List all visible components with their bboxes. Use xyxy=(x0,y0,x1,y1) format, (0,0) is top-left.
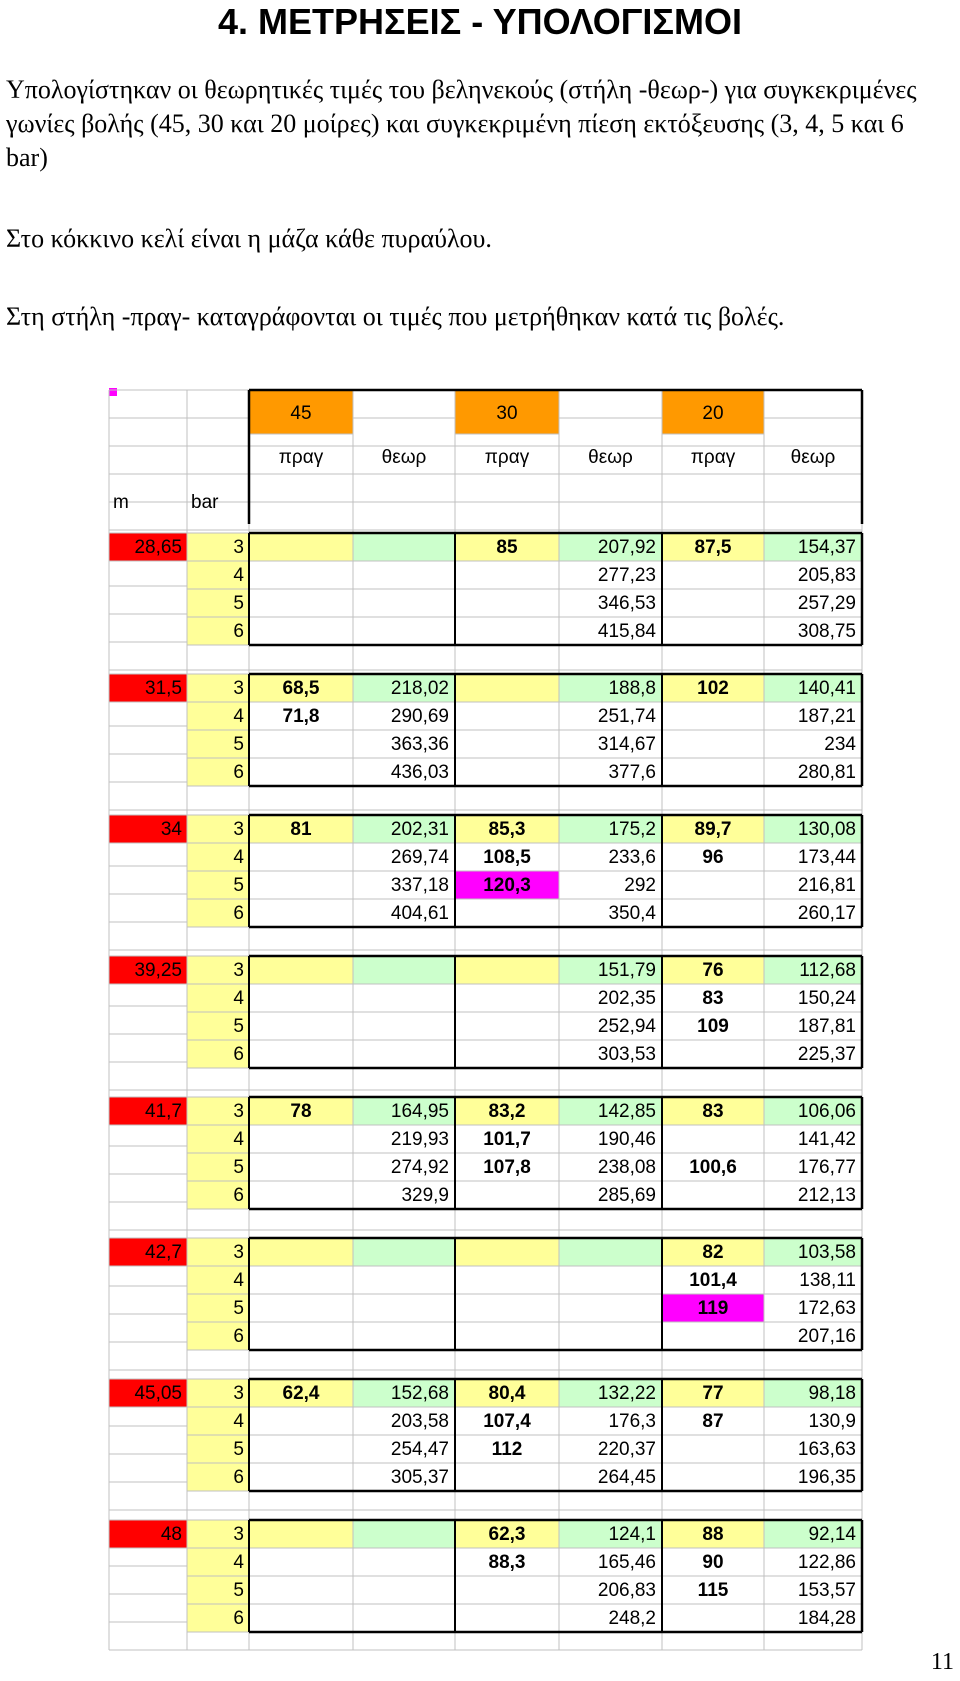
data-cell xyxy=(455,730,559,758)
bar-value: 5 xyxy=(233,875,244,897)
bar-value: 6 xyxy=(233,1185,244,1207)
theoretical-value: 248,2 xyxy=(608,1608,656,1630)
mass-note-paragraph: Στο κόκκινο κελί είναι η μάζα κάθε πυραύλου. xyxy=(6,224,492,253)
mass-value: 48 xyxy=(160,1524,182,1546)
measured-note-paragraph: Στη στήλη -πραγ- καταγράφονται οι τιμές που μετρήθηκαν κατά τις βολές. xyxy=(6,302,785,331)
theoretical-value: 207,92 xyxy=(597,537,656,559)
bar-value: 6 xyxy=(233,1044,244,1066)
theoretical-value: 163,63 xyxy=(797,1439,856,1461)
data-cell xyxy=(662,1181,764,1209)
theoretical-value: 142,85 xyxy=(597,1101,656,1123)
data-cell xyxy=(249,1294,353,1322)
data-cell xyxy=(249,1407,353,1435)
data-cell xyxy=(353,1012,455,1040)
theoretical-value: 264,45 xyxy=(597,1467,656,1489)
bar-value: 6 xyxy=(233,1467,244,1489)
theoretical-value: 176,77 xyxy=(797,1157,856,1179)
measured-value: 81 xyxy=(290,819,312,841)
data-cell xyxy=(455,702,559,730)
data-cell xyxy=(455,1266,559,1294)
theoretical-value: 234 xyxy=(824,734,856,756)
measured-value: 83 xyxy=(702,988,724,1010)
measured-value: 62,4 xyxy=(282,1383,320,1405)
bar-value: 3 xyxy=(233,1524,244,1546)
data-cell xyxy=(559,1294,662,1322)
measured-value: 88 xyxy=(702,1524,724,1546)
measured-value: 82 xyxy=(702,1242,724,1264)
theoretical-value: 269,74 xyxy=(390,847,449,869)
theoretical-value: 190,46 xyxy=(597,1129,656,1151)
data-cell xyxy=(455,674,559,702)
page-heading: 4. ΜΕΤΡΗΣΕΙΣ - ΥΠΟΛΟΓΙΣΜΟΙ xyxy=(218,1,742,42)
column-subheader-label: θεωρ xyxy=(588,447,633,469)
theoretical-value: 202,31 xyxy=(390,819,449,841)
theoretical-value: 329,9 xyxy=(401,1185,449,1207)
theoretical-value: 188,8 xyxy=(608,678,656,700)
data-cell xyxy=(662,758,764,786)
data-cell xyxy=(559,1238,662,1266)
theoretical-value: 254,47 xyxy=(390,1439,449,1461)
data-cell xyxy=(353,1238,455,1266)
theoretical-value: 251,74 xyxy=(597,706,656,728)
data-cell xyxy=(455,561,559,589)
data-cell xyxy=(662,1463,764,1491)
data-cell xyxy=(249,1520,353,1548)
theoretical-value: 98,18 xyxy=(808,1383,856,1405)
measured-value: 85 xyxy=(496,537,518,559)
column-subheader-label: πραγ xyxy=(278,447,324,469)
data-cell xyxy=(249,1040,353,1068)
bar-value: 4 xyxy=(233,1552,244,1574)
data-cell xyxy=(249,561,353,589)
theoretical-value: 130,08 xyxy=(797,819,856,841)
bar-value: 4 xyxy=(233,706,244,728)
bar-value: 4 xyxy=(233,565,244,587)
mass-value: 34 xyxy=(160,819,182,841)
measured-value: 85,3 xyxy=(488,819,526,841)
theoretical-value: 205,83 xyxy=(797,565,856,587)
measured-value: 101,7 xyxy=(483,1129,531,1151)
data-cell xyxy=(249,1153,353,1181)
measured-value: 109 xyxy=(697,1016,729,1038)
column-subheader-label: θεωρ xyxy=(790,447,836,469)
theoretical-value: 377,6 xyxy=(608,762,656,784)
theoretical-value: 150,24 xyxy=(797,988,856,1010)
data-cell xyxy=(662,1125,764,1153)
column-subheader-label: πραγ xyxy=(690,447,736,469)
bar-value: 3 xyxy=(233,1242,244,1264)
data-cell xyxy=(662,617,764,645)
column-m-label: m xyxy=(113,492,129,514)
theoretical-value: 138,11 xyxy=(799,1270,856,1292)
theoretical-value: 140,41 xyxy=(797,678,856,700)
theoretical-value: 172,63 xyxy=(797,1298,856,1320)
measured-value: 68,5 xyxy=(282,678,320,700)
data-cell xyxy=(455,617,559,645)
measured-value: 120,3 xyxy=(483,875,531,897)
bar-value: 6 xyxy=(233,903,244,925)
column-subheader-label: πραγ xyxy=(484,447,530,469)
measured-value: 100,6 xyxy=(689,1157,737,1179)
bar-value: 3 xyxy=(233,537,244,559)
measured-value: 112 xyxy=(491,1439,523,1461)
measured-value: 77 xyxy=(702,1383,724,1405)
measured-value: 71,8 xyxy=(282,706,320,728)
theoretical-value: 308,75 xyxy=(797,621,856,643)
data-cell xyxy=(662,1604,764,1632)
data-cell xyxy=(353,589,455,617)
data-cell xyxy=(353,1294,455,1322)
data-cell xyxy=(455,1181,559,1209)
data-cell xyxy=(455,1604,559,1632)
bar-value: 3 xyxy=(233,678,244,700)
data-cell xyxy=(353,561,455,589)
data-cell xyxy=(455,1294,559,1322)
data-cell xyxy=(662,702,764,730)
theoretical-value: 280,81 xyxy=(797,762,856,784)
data-cell xyxy=(249,1548,353,1576)
theoretical-value: 165,46 xyxy=(597,1552,656,1574)
data-cell xyxy=(249,843,353,871)
data-cell xyxy=(455,1012,559,1040)
theoretical-value: 415,84 xyxy=(597,621,656,643)
measured-value: 89,7 xyxy=(694,819,732,841)
data-cell xyxy=(249,1576,353,1604)
theoretical-value: 225,37 xyxy=(797,1044,856,1066)
bar-value: 5 xyxy=(233,1439,244,1461)
data-cell xyxy=(353,533,455,561)
data-cell xyxy=(249,1322,353,1350)
theoretical-value: 202,35 xyxy=(597,988,656,1010)
data-cell xyxy=(249,956,353,984)
measured-value: 107,4 xyxy=(483,1411,531,1433)
theoretical-value: 233,6 xyxy=(608,847,656,869)
data-cell xyxy=(455,984,559,1012)
data-cell xyxy=(455,758,559,786)
theoretical-value: 106,06 xyxy=(797,1101,856,1123)
measured-value: 90 xyxy=(702,1552,724,1574)
data-cell xyxy=(353,1040,455,1068)
theoretical-value: 141,42 xyxy=(797,1129,856,1151)
measured-value: 76 xyxy=(702,960,724,982)
theoretical-value: 350,4 xyxy=(608,903,656,925)
measured-value: 108,5 xyxy=(483,847,531,869)
data-cell xyxy=(249,1238,353,1266)
intro-paragraph: Υπολογίστηκαν οι θεωρητικές τιμές του βεληνεκούς (στήλη -θεωρ-) για συγκεκριμένες γωνίες βολής (45, 30 και 20 μοίρες) και συγκεκριμένη πίεση εκτόξευσης (3, 4, 5 και 6 bar) xyxy=(6,75,917,172)
measured-value: 107,8 xyxy=(483,1157,531,1179)
bar-value: 5 xyxy=(233,593,244,615)
data-cell xyxy=(662,899,764,927)
theoretical-value: 218,02 xyxy=(390,678,449,700)
measured-value: 119 xyxy=(697,1298,729,1320)
bar-value: 4 xyxy=(233,1129,244,1151)
theoretical-value: 363,36 xyxy=(390,734,449,756)
theoretical-value: 124,1 xyxy=(608,1524,656,1546)
theoretical-value: 92,14 xyxy=(808,1524,856,1546)
data-cell xyxy=(249,1125,353,1153)
data-cell xyxy=(455,589,559,617)
bar-value: 4 xyxy=(233,1270,244,1292)
theoretical-value: 154,37 xyxy=(797,537,856,559)
measured-value: 78 xyxy=(290,1101,312,1123)
theoretical-value: 153,57 xyxy=(797,1580,856,1602)
data-cell xyxy=(249,1604,353,1632)
data-cell xyxy=(249,1012,353,1040)
bar-value: 6 xyxy=(233,1326,244,1348)
theoretical-value: 277,23 xyxy=(597,565,656,587)
theoretical-value: 112,68 xyxy=(799,960,856,982)
bar-value: 4 xyxy=(233,1411,244,1433)
bar-value: 3 xyxy=(233,1383,244,1405)
measured-value: 102 xyxy=(697,678,729,700)
data-cell xyxy=(455,1322,559,1350)
theoretical-value: 175,2 xyxy=(608,819,656,841)
theoretical-value: 290,69 xyxy=(390,706,449,728)
angle-header-label: 45 xyxy=(290,403,312,425)
data-cell xyxy=(249,589,353,617)
theoretical-value: 176,3 xyxy=(608,1411,656,1433)
theoretical-value: 257,29 xyxy=(797,593,856,615)
column-bar-label: bar xyxy=(191,492,219,514)
bar-value: 4 xyxy=(233,847,244,869)
measured-value: 88,3 xyxy=(488,1552,526,1574)
data-cell xyxy=(662,1040,764,1068)
theoretical-value: 337,18 xyxy=(390,875,449,897)
theoretical-value: 203,58 xyxy=(390,1411,449,1433)
bar-value: 5 xyxy=(233,1580,244,1602)
measured-value: 115 xyxy=(697,1580,729,1602)
data-cell xyxy=(662,1322,764,1350)
spreadsheet-grid xyxy=(109,390,862,1650)
theoretical-value: 132,22 xyxy=(597,1383,656,1405)
data-cell xyxy=(249,617,353,645)
data-cell xyxy=(559,1322,662,1350)
data-cell xyxy=(455,1040,559,1068)
data-cell xyxy=(353,984,455,1012)
angle-header-label: 20 xyxy=(702,403,724,425)
column-subheader-label: θεωρ xyxy=(381,447,427,469)
theoretical-value: 207,16 xyxy=(797,1326,856,1348)
theoretical-value: 219,93 xyxy=(390,1129,449,1151)
data-cell xyxy=(249,1181,353,1209)
theoretical-value: 122,86 xyxy=(797,1552,856,1574)
theoretical-value: 292 xyxy=(624,875,656,897)
data-cell xyxy=(662,730,764,758)
measured-value: 62,3 xyxy=(488,1524,526,1546)
theoretical-value: 260,17 xyxy=(797,903,856,925)
theoretical-value: 436,03 xyxy=(390,762,449,784)
theoretical-value: 164,95 xyxy=(390,1101,449,1123)
data-cell xyxy=(455,1238,559,1266)
theoretical-value: 173,44 xyxy=(797,847,856,869)
spreadsheet-table xyxy=(109,390,862,1650)
data-cell xyxy=(662,871,764,899)
measured-value: 87,5 xyxy=(694,537,732,559)
data-cell xyxy=(249,1435,353,1463)
data-cell xyxy=(353,1322,455,1350)
angle-header-label: 30 xyxy=(496,403,518,425)
bar-value: 6 xyxy=(233,1608,244,1630)
data-cell xyxy=(455,899,559,927)
theoretical-value: 216,81 xyxy=(797,875,856,897)
theoretical-value: 404,61 xyxy=(390,903,449,925)
mass-value: 39,25 xyxy=(134,960,182,982)
data-cell xyxy=(353,1548,455,1576)
measured-value: 83 xyxy=(702,1101,724,1123)
data-cell xyxy=(353,617,455,645)
measured-value: 101,4 xyxy=(689,1270,737,1292)
mass-value: 41,7 xyxy=(145,1101,182,1123)
data-cell xyxy=(353,1604,455,1632)
data-cell xyxy=(249,758,353,786)
data-cell xyxy=(249,871,353,899)
bar-value: 3 xyxy=(233,960,244,982)
bar-value: 5 xyxy=(233,1298,244,1320)
data-cell xyxy=(353,1520,455,1548)
theoretical-value: 274,92 xyxy=(390,1157,449,1179)
theoretical-value: 151,79 xyxy=(597,960,656,982)
data-cell xyxy=(249,984,353,1012)
data-cell xyxy=(662,561,764,589)
theoretical-value: 130,9 xyxy=(808,1411,856,1433)
page-number: 11 xyxy=(930,1649,954,1675)
theoretical-value: 252,94 xyxy=(597,1016,656,1038)
measured-value: 87 xyxy=(702,1411,724,1433)
mass-value: 31,5 xyxy=(145,678,182,700)
mass-value: 45,05 xyxy=(134,1383,182,1405)
bar-value: 3 xyxy=(233,819,244,841)
data-cell xyxy=(559,1266,662,1294)
bar-value: 6 xyxy=(233,621,244,643)
bar-value: 5 xyxy=(233,734,244,756)
data-cell xyxy=(353,1266,455,1294)
theoretical-value: 238,08 xyxy=(597,1157,656,1179)
theoretical-value: 196,35 xyxy=(797,1467,856,1489)
mass-value: 42,7 xyxy=(145,1242,182,1264)
bar-value: 6 xyxy=(233,762,244,784)
theoretical-value: 206,83 xyxy=(597,1580,656,1602)
theoretical-value: 152,68 xyxy=(390,1383,449,1405)
data-cell xyxy=(249,1266,353,1294)
theoretical-value: 314,67 xyxy=(597,734,656,756)
bar-value: 5 xyxy=(233,1016,244,1038)
data-cell xyxy=(249,533,353,561)
measured-value: 83,2 xyxy=(488,1101,526,1123)
data-cell xyxy=(662,1435,764,1463)
data-cell xyxy=(249,899,353,927)
theoretical-value: 103,58 xyxy=(797,1242,856,1264)
theoretical-value: 285,69 xyxy=(597,1185,656,1207)
data-cell xyxy=(353,1576,455,1604)
measured-value: 80,4 xyxy=(488,1383,526,1405)
theoretical-value: 346,53 xyxy=(597,593,656,615)
measured-value: 96 xyxy=(702,847,724,869)
theoretical-value: 305,37 xyxy=(390,1467,449,1489)
data-cell xyxy=(353,956,455,984)
data-cell xyxy=(249,1463,353,1491)
theoretical-value: 184,28 xyxy=(797,1608,856,1630)
data-cell xyxy=(249,730,353,758)
theoretical-value: 303,53 xyxy=(597,1044,656,1066)
bar-value: 5 xyxy=(233,1157,244,1179)
theoretical-value: 187,81 xyxy=(797,1016,856,1038)
data-cell xyxy=(455,956,559,984)
theoretical-value: 212,13 xyxy=(797,1185,856,1207)
data-cell xyxy=(455,1463,559,1491)
bar-value: 4 xyxy=(233,988,244,1010)
bar-value: 3 xyxy=(233,1101,244,1123)
data-cell xyxy=(455,1576,559,1604)
theoretical-value: 187,21 xyxy=(797,706,856,728)
data-cell xyxy=(662,589,764,617)
theoretical-value: 220,37 xyxy=(597,1439,656,1461)
mass-value: 28,65 xyxy=(134,537,182,559)
